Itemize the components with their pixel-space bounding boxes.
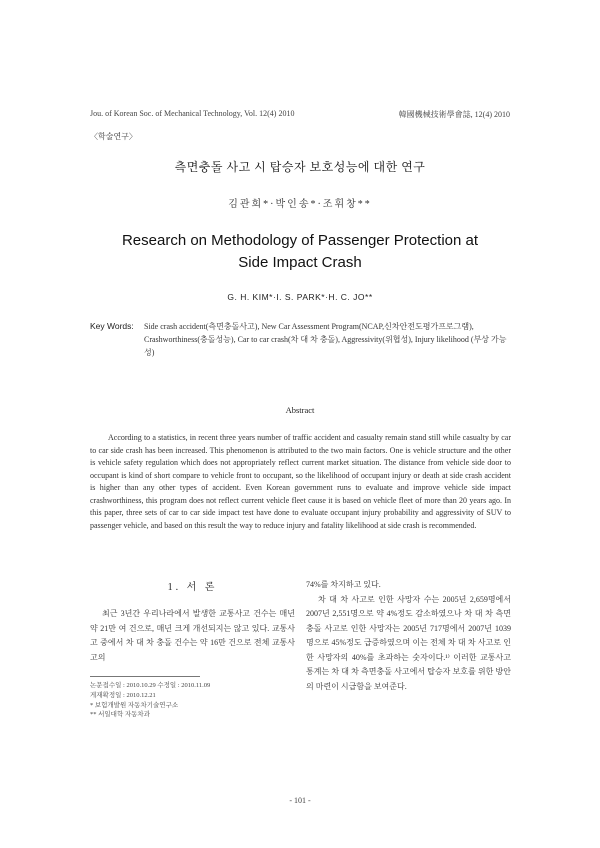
authors-korean: 김관희*·박인송*·조휘창** xyxy=(228,199,372,210)
footnote-affiliation-2: ** 서일대학 자동차과 xyxy=(90,711,150,719)
intro-paragraph-1: 최근 3년간 우리나라에서 발생한 교통사고 건수는 매년 약 21만 여 건으로, 매년 크게 개선되지는 않고 있다. 교통사고 중에서 차 대 차 충돌 건수는 약 16만 건으로 전체 교통사고의 xyxy=(90,609,295,662)
title-english-line-1: Research on Methodology of Passenger Protection at xyxy=(121,232,479,249)
keywords-label: Key Words: xyxy=(90,321,134,331)
journal-header-en: Jou. of Korean Soc. of Mechanical Technology, Vol. 12(4) 2010 xyxy=(90,109,295,118)
left-column xyxy=(90,578,295,720)
intro-paragraph-2: 차 대 차 사고로 인한 사망자 수는 2005년 2,659명에서 2007년 2,551명으로 약 4%정도 감소하였으나 차 대 차 측면충돌 사고로 인한 사망자는 2005년 717명에서 2007년 1039명으로 45%정도 급증하였으며 이는 전체 차 대 차 사고로 인한 사망자의 40%를 초과하는 숫자이다.¹⁾ 이러한 교통사고 통계는 차 대 차 측면충돌 사고에서 탑승자 보호를 위한 방안의 마련이 시급함을 보여준다. xyxy=(306,594,511,691)
abstract-paragraph: According to a statistics, in recent three years number of traffic accident and casualty remain stand still while casualty by car to car side crash has been increased. This phenomenon is attributed to the two main factors. One is vehicle structure and the other is vehicle safety regulation which does not appropriately reflect current market situation. The distance from vehicle side door to occupant is kind of short compare to vehicle front to occupant, so the likelihood of occupant injury or death at side crash accident is higher than any other types of accident. Even Korean government runs to evaluate and improve vehicle side impact crashworthiness, this program does not reflect current vehicle fleet cause it is based on vehicle fleet of more than 20 years ago. In this paper, three sets of car to car side impact test have done to evaluate occupant injury probability and aggressivity of SUV to passenger vehicle, and based on this result the way to reduce injury and fatality likelihood at side crash is recommended. xyxy=(90,433,511,530)
footnote-received-revised: 논문접수일 : 2010.10.29 수정일 : 2010.11.09 xyxy=(90,682,211,689)
abstract-body xyxy=(90,432,511,532)
page-number: - 101 - xyxy=(289,796,311,805)
footnote-accepted: 게재확정일 : 2010.12.21 xyxy=(90,691,156,699)
intro-paragraph-continued: 74%를 차지하고 있다. xyxy=(306,580,381,589)
authors-english: G. H. KIM*·I. S. PARK*·H. C. JO** xyxy=(227,292,373,302)
abstract-heading: Abstract xyxy=(285,405,315,415)
footnotes xyxy=(90,681,295,720)
title-english-line-2: Side Impact Crash xyxy=(238,254,362,271)
keywords-text: Side crash accident(측면충돌사고), New Car Assessment Program(NCAP,신차안전도평가프로그램), Crashworthiness(충돌성능), Car to car crash(차 대 차 충돌), Aggressivity(위협성), Injury likelihood (부상 가능성) xyxy=(144,322,507,358)
title-korean: 측면충돌 사고 시 탑승자 보호성능에 대한 연구 xyxy=(174,160,426,174)
keywords-block xyxy=(90,320,510,360)
section-tag: 〈학술연구〉 xyxy=(90,132,137,141)
section-heading-introduction: 1. 서 론 xyxy=(167,582,218,593)
journal-header-ko: 韓國機械技術學會誌, 12(4) 2010 xyxy=(398,110,510,119)
footnote-affiliation-1: * 보험개발원 자동차기술연구소 xyxy=(90,701,179,709)
title-english xyxy=(0,230,600,274)
footnote-divider xyxy=(90,676,200,677)
right-column xyxy=(306,578,511,694)
